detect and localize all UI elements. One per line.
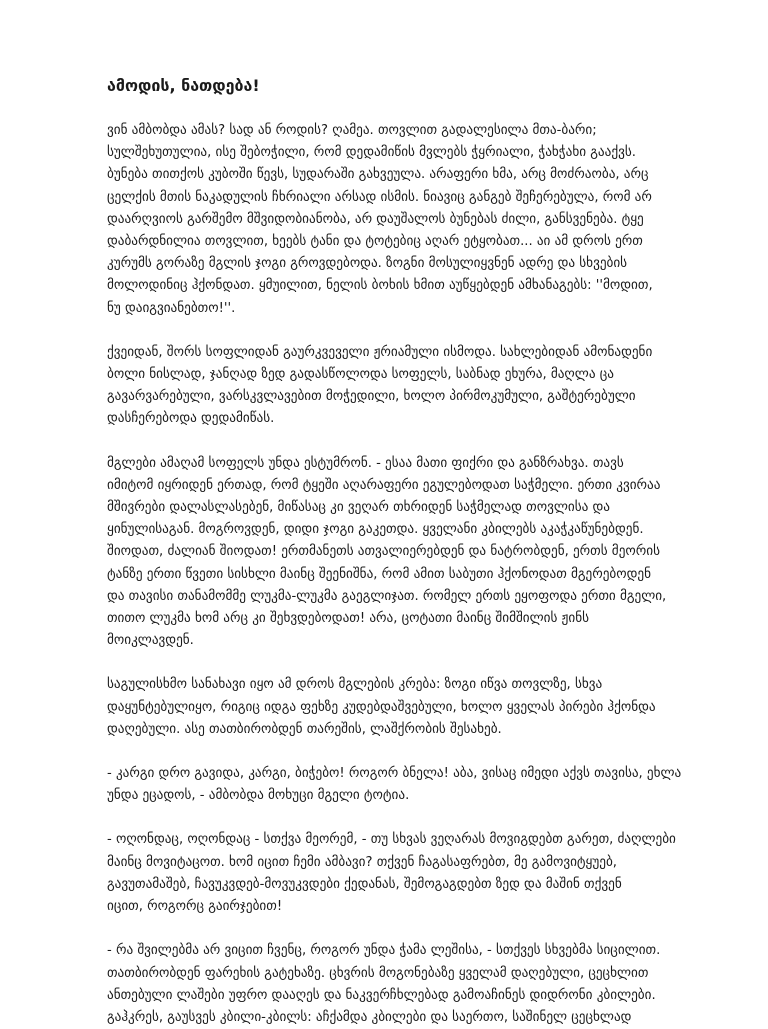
text-line: და თავისი თანამომმე ლუკმა-ლუკმა გაეგლიჯათ. რომელ ერთს ეყოფოდა ერთი მგელი, bbox=[107, 588, 667, 604]
paragraph bbox=[107, 829, 676, 918]
text-line: დასჩერებოდა დედამიწას. bbox=[107, 411, 275, 427]
text-line: თითო ლუკმა ხომ არც კი შეხვდებოდათ! არა, ცოტათი მაინც შიმშილის ჟინს bbox=[107, 611, 589, 627]
text-line: ბოლი ნისლად, ჯანღად ზედ გადასწოლოდა სოფელს, საბნად ეხურა, მაღლა ცა bbox=[107, 367, 614, 383]
text-line: გაჰკრეს, გაუსვეს კბილი-კბილს: აჩქამდა კბილები და საერთო, საშინელ ცეცხლად bbox=[107, 1009, 632, 1025]
text-line: შიოდათ, ძალიან შიოდათ! ერთმანეთს ათვალიერებდენ და ნატრობდენ, ერთს მეორის bbox=[107, 544, 660, 560]
paragraph bbox=[107, 763, 682, 807]
paragraph bbox=[107, 120, 672, 320]
text-line: დაბარდნილია თოვლით, ხეებს ტანი და ტოტებიც აღარ ეტყობათ... აი ამ დროს ერთ bbox=[107, 234, 643, 250]
text-line: გავარვარებული, ვარსკვლავებით მოჭედილი, ხოლო პირმოკუმული, გაშტერებული bbox=[107, 389, 636, 405]
text-line: ყინულისაგან. მოგროვდენ, დიდი ჯოგი გაკეთდა. ყველანი კბილებს აკაჭკაწუნებდენ. bbox=[107, 522, 644, 538]
text-line: დაარღვიოს გარშემო მშვიდობიანობა, არ დაუშალოს ბუნებას ძილი, განსვენება. ტყე bbox=[107, 211, 644, 227]
paragraph bbox=[107, 453, 672, 653]
text-line: კურუმს გორაზე მგლის ჯოგი გროვდებოდა. ზოგნი მოსულიყვნენ ადრე და სხვების bbox=[107, 256, 628, 272]
text-line: - კარგი დრო გავიდა, კარგი, ბიჭებო! როგორ ბნელა! აბა, ვისაც იმედი აქვს თავისა, ეხლა bbox=[107, 766, 682, 782]
text-line: მოლოდინიც ჰქონდათ. ყმუილით, ნელის ბოხის ხმით აუწყებდენ ამხანაგებს: ''მოდით, bbox=[107, 278, 653, 294]
text-line: დაღებული. ასე თათბირობდენ თარეშის, ლაშქრობის შესახებ. bbox=[107, 721, 502, 737]
text-line: ვინ ამბობდა ამას? სად ან როდის? ღამეა. თოვლით გადალესილა მთა-ბარი; bbox=[107, 123, 597, 138]
text-line: სულშეხუთულია, ისე შებოჭილი, რომ დედამიწის მვლებს ჭყრიალი, ჭახჭახი გააქვს. bbox=[107, 145, 636, 161]
paragraph bbox=[107, 940, 672, 1029]
text-line: მშივრები დალასლასებენ, მიწასაც კი ვეღარ თხრიდენ საჭმელად თოვლისა და bbox=[107, 500, 610, 516]
paragraph bbox=[107, 674, 672, 741]
document-title: ამოდის, ნათდება! bbox=[107, 76, 260, 95]
text-line: ქვეიდან, შორს სოფლიდან გაურკვეველი ჟრიამული ისმოდა. სახლებიდან ამონადენი bbox=[107, 344, 653, 360]
text-line: უნდა ეცადოს, - ამბობდა მოხუცი მგელი ტოტია. bbox=[107, 788, 410, 804]
text-line: - ოღონდაც, ოღონდაც - სთქვა მეორემ, - თუ სხვას ვეღარას მოვიგდებთ გარეთ, ძაღლები bbox=[107, 832, 676, 848]
text-line: ცელქის მთის ნაკადულის ჩხრიალი არსად ისმის. ნიავიც განგებ შეჩერებულა, რომ არ bbox=[107, 189, 652, 205]
text-line: საგულისხმო სანახავი იყო ამ დროს მგლების კრება: ზოგი იწვა თოვლზე, სხვა bbox=[107, 677, 603, 693]
text-line: მოიკლავდენ. bbox=[107, 633, 194, 649]
text-line: მაინც მოვიტაცოთ. ხომ იცით ჩემი ამბავი? თქვენ ჩაგასაფრებთ, მე გამოვიტყუებ, bbox=[107, 854, 617, 870]
text-line: მგლები ამაღამ სოფელს უნდა ესტუმრონ. - ესაა მათი ფიქრი და განზრახვა. თავს bbox=[107, 455, 624, 471]
text-line: დაყუნტებულიყო, რიგიც იდგა ფეხზე კუდებდაშვებული, ხოლო ყველას პირები ჰქონდა bbox=[107, 699, 656, 715]
text-line: გავუთამაშებ, ჩავუკვდებ-მოვუკვდები ქედანას, შემოგაგდებთ ზედ და მაშინ თქვენ bbox=[107, 876, 622, 892]
text-line: იმიტომ იყრიდენ ერთად, რომ ტყეში აღარაფერი ეგულებოდათ საჭმელი. ერთი კვირაა bbox=[107, 477, 661, 493]
text-line: თათბირობდენ ფარეხის გატეხაზე. ცხვრის მოგონებაზე ყველამ დაღებული, ცეცხლით bbox=[107, 965, 649, 981]
document-body bbox=[107, 120, 682, 1029]
text-line: ტანზე ერთი წვეთი სისხლი მაინც შეენიშნა, რომ ამით საბუთი ჰქონოდათ მგერებოდენ bbox=[107, 566, 651, 582]
text-line: ბუნება თითქოს კუბოში წევს, სუდარაში გახვეულა. არაფერი ხმა, არც მოძრაობა, არც bbox=[107, 167, 649, 183]
text-line: - რა შვილებმა არ ვიცით ჩვენც, როგორ უნდა ჭამა ლეშისა, - სთქვეს სხვებმა სიცილით. bbox=[107, 943, 661, 959]
text-line: ანთებული ლაშები უფრო დააღეს და ნაკვერჩხლებად გამოაჩინეს დიდრონი კბილები. bbox=[107, 987, 656, 1003]
paragraph bbox=[107, 342, 672, 431]
text-line: ნუ დაიგვიანებთო!''. bbox=[107, 300, 236, 316]
text-line: იცით, როგორც გაირჯებით! bbox=[107, 899, 283, 915]
